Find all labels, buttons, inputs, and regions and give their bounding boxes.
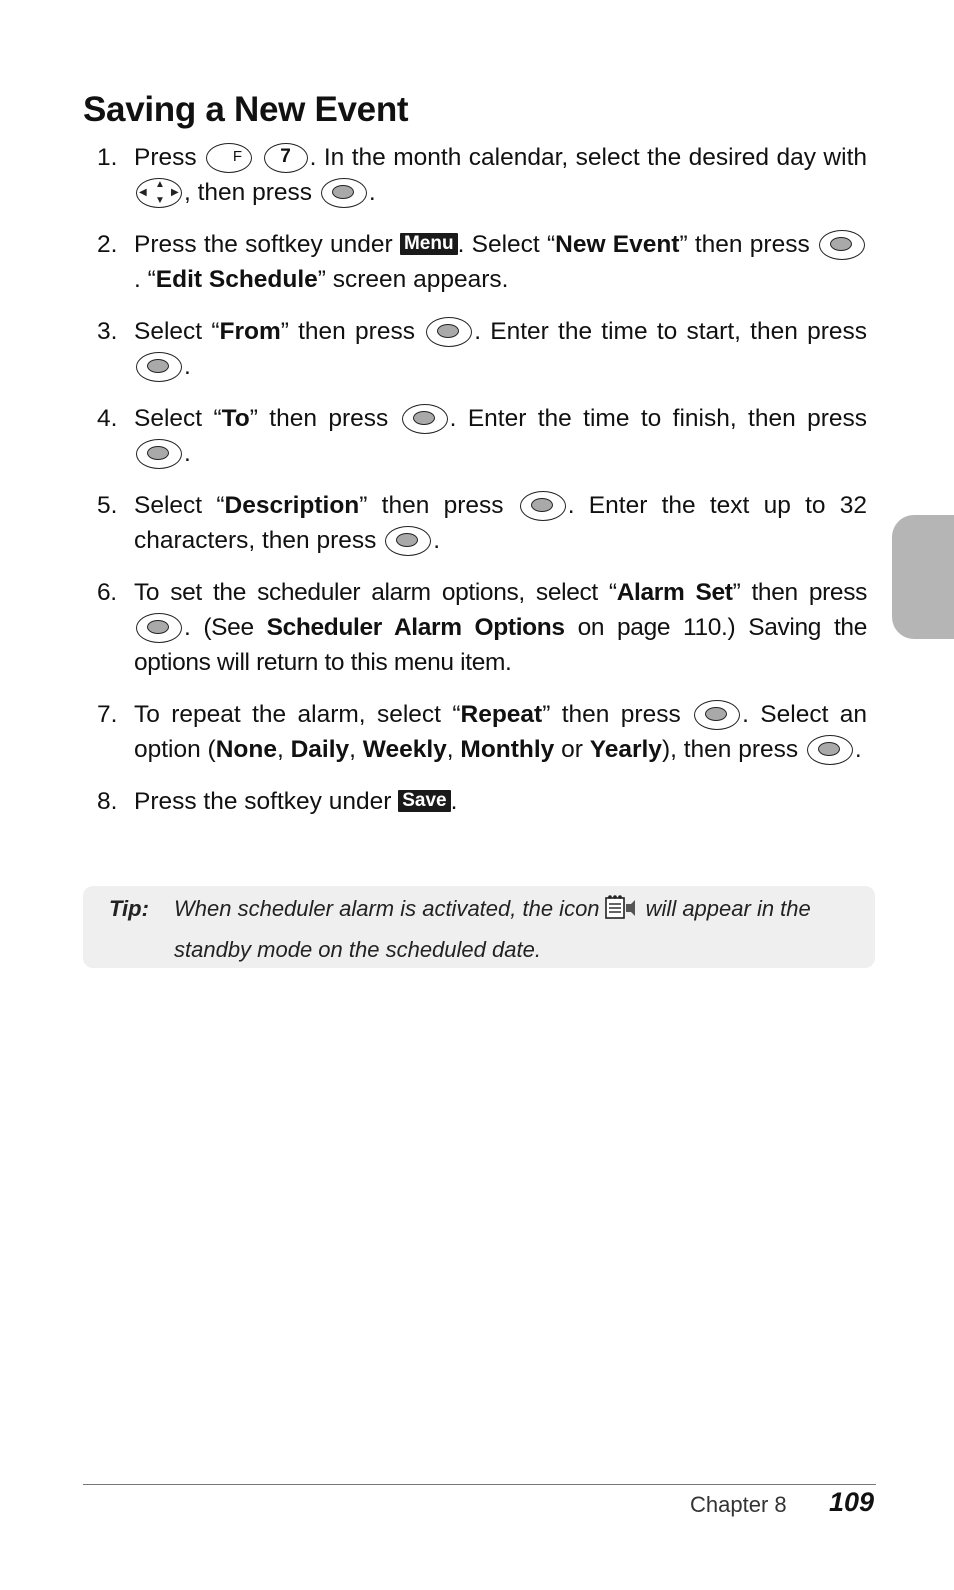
step-8 bbox=[97, 784, 867, 819]
step-number: 8. bbox=[97, 788, 118, 815]
tip-label: Tip: bbox=[109, 896, 149, 921]
step-text: ” then press bbox=[359, 492, 518, 519]
step-text: . In the month calendar, select the desired day with bbox=[309, 144, 868, 171]
nav-key-icon: ▲ ▼ ◀ ▶ bbox=[136, 178, 182, 208]
option-yearly: Yearly bbox=[589, 736, 662, 763]
separator: , bbox=[446, 736, 461, 763]
step-number: 7. bbox=[97, 701, 118, 728]
separator: , bbox=[349, 736, 363, 763]
scheduler-alarm-icon bbox=[604, 894, 638, 932]
step-text: on page 110.) Saving the options will return to this menu item. bbox=[134, 614, 867, 676]
step-number: 4. bbox=[97, 405, 118, 432]
bold-term: To bbox=[221, 405, 250, 432]
step-text: To repeat the alarm, select “ bbox=[134, 701, 461, 728]
step-text: . Enter the time to start, then press bbox=[474, 318, 867, 345]
step-text: To set the scheduler alarm options, select “ bbox=[134, 579, 617, 606]
step-text: . Select an option ( bbox=[134, 701, 868, 763]
bold-term: Description bbox=[224, 492, 360, 519]
ok-key-icon bbox=[385, 526, 431, 556]
bold-term: Repeat bbox=[460, 701, 543, 728]
step-text: ), then press bbox=[661, 736, 805, 763]
step-text: Press the softkey under bbox=[134, 231, 400, 258]
bold-term: From bbox=[219, 318, 281, 345]
tip-text-part: will appear in the standby mode on the scheduled date. bbox=[174, 896, 811, 962]
step-text: , then press bbox=[184, 179, 319, 206]
ok-key-icon bbox=[402, 404, 448, 434]
ok-key-icon bbox=[136, 352, 182, 382]
step-text: . bbox=[433, 527, 441, 554]
step-text: . Enter the text up to 32 characters, then press bbox=[134, 492, 867, 554]
step-text: . bbox=[450, 788, 458, 815]
menu-softkey-label: Menu bbox=[400, 233, 458, 255]
step-number: 3. bbox=[97, 318, 118, 345]
step-number: 5. bbox=[97, 492, 118, 519]
step-text: . (See bbox=[184, 614, 267, 641]
option-monthly: Monthly bbox=[460, 736, 555, 763]
step-text: Select “ bbox=[134, 318, 220, 345]
step-4 bbox=[97, 401, 867, 471]
tip-text bbox=[174, 891, 864, 967]
steps-list bbox=[97, 140, 867, 819]
option-none: None bbox=[215, 736, 277, 763]
key-label: 7 bbox=[280, 146, 291, 167]
step-text: . Select “ bbox=[457, 231, 556, 258]
step-1 bbox=[97, 140, 867, 210]
tip-box bbox=[83, 886, 875, 968]
step-text: ” then press bbox=[249, 405, 400, 432]
bold-term: Edit Schedule bbox=[155, 266, 318, 293]
save-softkey-label: Save bbox=[398, 790, 450, 812]
ok-key-icon bbox=[136, 439, 182, 469]
number-7-key-icon bbox=[264, 143, 308, 173]
step-text: . bbox=[854, 736, 862, 763]
step-text: . Enter the time to finish, then press bbox=[449, 405, 867, 432]
step-text: ” then press bbox=[280, 318, 425, 345]
step-2 bbox=[97, 227, 867, 297]
cross-reference: Scheduler Alarm Options bbox=[266, 614, 565, 641]
step-7 bbox=[97, 697, 867, 767]
ok-key-icon bbox=[694, 700, 740, 730]
ok-key-icon bbox=[819, 230, 865, 260]
chapter-thumb-tab bbox=[892, 515, 954, 639]
separator: or bbox=[554, 736, 590, 763]
step-text: Select “ bbox=[134, 492, 225, 519]
step-text: . bbox=[184, 440, 191, 467]
option-daily: Daily bbox=[290, 736, 350, 763]
ok-key-icon bbox=[321, 178, 367, 208]
ok-key-icon bbox=[520, 491, 566, 521]
step-number: 2. bbox=[97, 231, 118, 258]
step-text: ” then press bbox=[679, 231, 817, 258]
step-3 bbox=[97, 314, 867, 384]
option-weekly: Weekly bbox=[362, 736, 447, 763]
tip-text-part: When scheduler alarm is activated, the icon bbox=[174, 896, 600, 921]
step-text: . bbox=[184, 353, 191, 380]
bold-term: New Event bbox=[555, 231, 680, 258]
step-text: ” screen appears. bbox=[317, 266, 509, 293]
ok-key-icon bbox=[136, 613, 182, 643]
footer-chapter: Chapter 8 bbox=[690, 1492, 787, 1517]
page-number: 109 bbox=[829, 1487, 875, 1517]
step-text: . “ bbox=[134, 266, 156, 293]
step-text: Press the softkey under bbox=[134, 788, 399, 815]
step-text: Select “ bbox=[134, 405, 222, 432]
step-number: 6. bbox=[97, 579, 117, 606]
step-6 bbox=[97, 575, 867, 680]
step-text: ” then press bbox=[542, 701, 693, 728]
function-key-icon: F bbox=[206, 143, 252, 173]
step-text: Press bbox=[134, 144, 205, 171]
step-text: ” then press bbox=[732, 579, 867, 606]
step-number: 1. bbox=[97, 144, 118, 171]
page-title: Saving a New Event bbox=[83, 90, 409, 129]
separator: , bbox=[276, 736, 291, 763]
footer-rule bbox=[83, 1484, 876, 1485]
step-text: . bbox=[368, 179, 376, 206]
bold-term: Alarm Set bbox=[616, 579, 733, 606]
step-5 bbox=[97, 488, 867, 558]
ok-key-icon bbox=[426, 317, 472, 347]
ok-key-icon bbox=[807, 735, 853, 765]
